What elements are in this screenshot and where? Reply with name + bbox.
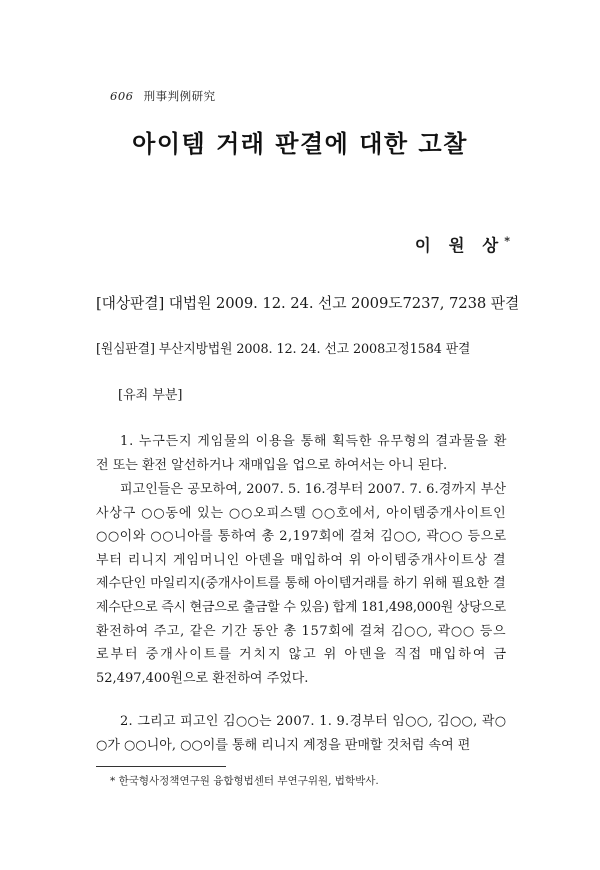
author-line — [415, 232, 510, 256]
article-title: 아이템 거래 판결에 대한 고찰 — [132, 129, 468, 158]
text-line: 52,497,400원으로 환전하여 주었다. — [96, 670, 309, 686]
journal-name: 刑事判例研究 — [143, 89, 216, 103]
text-line: 로부터 중개사이트를 거치지 않고 위 아덴을 직접 매입하여 금 — [96, 647, 508, 663]
text-line: 전 또는 환전 알선하거나 재매입을 업으로 하여서는 아니 된다. — [96, 457, 448, 473]
text-line: 피고인들은 공모하여, 2007. 5. 16.경부터 2007. 7. 6.경까지 부산 — [120, 482, 507, 497]
footnote: * 한국형사정책연구원 융합형법센터 부연구위원, 법학박사. — [110, 775, 379, 787]
author-name: 이 원 상 — [414, 236, 505, 255]
target-judgment: [대상판결] 대법원 2009. 12. 24. 선고 2009도7237, 7238 판결 — [96, 295, 520, 312]
paragraph-3 — [96, 710, 506, 757]
footnote-divider — [96, 766, 226, 767]
page-number: 606 — [110, 89, 134, 103]
paragraph-1 — [96, 430, 506, 477]
text-line: 사상구 ○○동에 있는 ○○오피스텔 ○○호에서, 아이템중개사이트인 — [96, 505, 507, 521]
text-line: 제수단인 마일리지(중개사이트를 통해 아이템거래를 하기 위해 필요한 결 — [96, 576, 506, 592]
section-heading: [유죄 부분] — [118, 388, 183, 403]
text-line: 제수단으로 즉시 현금으로 출금할 수 있음) 합계 181,498,000원 상당으로 — [96, 599, 506, 615]
text-line: ○가 ○○니아, ○○이를 통해 리니지 계정을 판매할 것처럼 속여 편 — [96, 737, 471, 753]
text-line: 2. 그리고 피고인 김○○는 2007. 1. 9.경부터 임○○, 김○○, 곽○ — [120, 714, 507, 729]
running-header — [110, 88, 216, 104]
original-judgment: [원심판결] 부산지방법원 2008. 12. 24. 선고 2008고정1584 판결 — [96, 342, 471, 357]
text-line: ○○이와 ○○니아를 통하여 총 2,197회에 걸쳐 김○○, 곽○○ 등으로 — [96, 529, 507, 545]
text-line: 1. 누구든지 게임물의 이용을 통해 획득한 유무형의 결과물을 환 — [120, 434, 508, 449]
text-line: 부터 리니지 게임머니인 아덴을 매입하여 위 아이템중개사이트상 결 — [96, 552, 507, 568]
author-footnote-mark: * — [504, 234, 510, 248]
text-line: 환전하여 주고, 같은 기간 동안 총 157회에 걸쳐 김○○, 곽○○ 등으 — [96, 623, 507, 639]
paragraph-2 — [96, 478, 506, 690]
